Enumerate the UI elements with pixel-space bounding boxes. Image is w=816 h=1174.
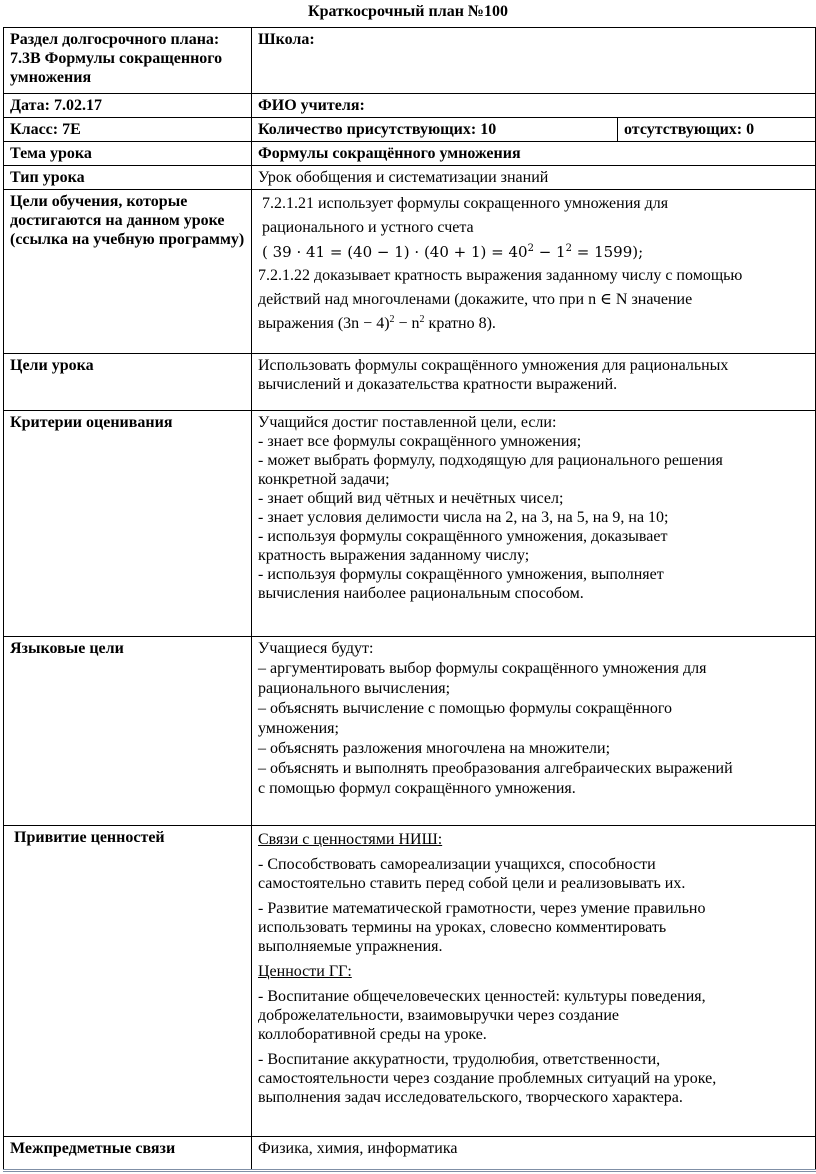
values-heading-nis: Связи с ценностями НИШ: xyxy=(258,831,443,848)
objective-line: рационального и устного счета xyxy=(262,219,474,236)
lesson-goals-label: Цели урока xyxy=(4,354,252,411)
cross-subject-value: Физика, химия, информатика xyxy=(252,1137,816,1171)
goal-line: вычислений и доказательства кратности выражений. xyxy=(258,376,618,393)
type-label: Тип урока xyxy=(4,166,252,190)
cross-subject-label: Межпредметные связи xyxy=(4,1137,252,1171)
values-heading-gg: Ценности ГГ: xyxy=(258,963,352,980)
row-class xyxy=(4,118,816,142)
language-line: рационального вычисления; xyxy=(258,680,451,697)
criteria-label: Критерии оценивания xyxy=(4,411,252,637)
objective-line xyxy=(258,312,809,336)
row-cross-subject xyxy=(4,1137,816,1171)
objective-line: 7.2.1.22 доказывает кратность выражения заданному числу с помощью xyxy=(258,267,743,284)
criteria-line: - используя формулы сокращённого умножения, доказывает xyxy=(258,528,668,545)
language-line: умножения; xyxy=(258,720,339,737)
objective-text: − n xyxy=(394,315,420,332)
values-line: доброжелательности, взаимовыручки через создание xyxy=(258,1007,619,1024)
language-goals-label: Языковые цели xyxy=(4,637,252,826)
formula-text: − 1 xyxy=(533,243,566,261)
row-type xyxy=(4,166,816,190)
criteria-content xyxy=(252,411,816,637)
criteria-line: - знает условия делимости числа на 2, на 3, на 5, на 9, на 10; xyxy=(258,509,669,526)
values-line: - Способствовать самореализации учащихся, способности xyxy=(258,856,656,873)
row-topic xyxy=(4,142,816,166)
language-goals-content xyxy=(252,637,816,826)
school-label: Школа: xyxy=(252,28,816,94)
lesson-plan-table xyxy=(3,27,816,1172)
row-objectives xyxy=(4,190,816,354)
row-values xyxy=(4,826,816,1137)
row-language-goals xyxy=(4,637,816,826)
class-label: Класс: 7Е xyxy=(4,118,252,142)
values-label: Привитие ценностей xyxy=(4,826,252,1137)
objective-line: 7.2.1.21 использует формулы сокращенного умножения для xyxy=(262,195,669,212)
criteria-line: кратность выражения заданному числу; xyxy=(258,547,530,564)
criteria-line: - знает все формулы сокращённого умножения; xyxy=(258,433,582,450)
page-title: Краткосрочный план №100 xyxy=(308,3,508,20)
criteria-line: конкретной задачи; xyxy=(258,471,390,488)
exponent: 2 xyxy=(565,243,572,254)
topic-value: Формулы сокращённого умножения xyxy=(252,142,816,166)
values-line: - Воспитание аккуратности, трудолюбия, ответственности, xyxy=(258,1051,661,1068)
language-line: – аргументировать выбор формулы сокращённого умножения для xyxy=(258,660,707,677)
values-line: выполняемые упражнения. xyxy=(258,938,443,955)
topic-label: Тема урока xyxy=(4,142,252,166)
language-line: – объяснять и выполнять преобразования алгебраических выражений xyxy=(258,760,733,777)
values-content xyxy=(252,826,816,1137)
criteria-line: вычисления наиболее рациональным способом. xyxy=(258,585,584,602)
values-line: - Воспитание общечеловеческих ценностей: культуры поведения, xyxy=(258,988,706,1005)
values-line: самостоятельности через создание проблемных ситуаций на уроке, xyxy=(258,1070,717,1087)
values-line: коллоборативной среды на уроке. xyxy=(258,1026,487,1043)
formula-text: ( 39 · 41 = (40 − 1) · (40 + 1) = 40 xyxy=(262,243,528,261)
language-line: Учащиеся будут: xyxy=(258,640,374,657)
date-label: Дата: 7.02.17 xyxy=(4,94,252,118)
values-line: выполнения задач исследовательского, творческого характера. xyxy=(258,1089,683,1106)
formula-line xyxy=(258,240,809,264)
row-date xyxy=(4,94,816,118)
objective-line: действий над многочленами (докажите, что при n ∈ N значение xyxy=(258,291,693,308)
values-line: самостоятельно ставить перед собой цели и реализовывать их. xyxy=(258,875,686,892)
language-line: – объяснять разложения многочлена на множители; xyxy=(258,740,611,757)
type-value: Урок обобщения и систематизации знаний xyxy=(252,166,816,190)
exponent: 2 xyxy=(419,314,425,325)
exponent: 2 xyxy=(527,243,534,254)
lesson-goals-content xyxy=(252,354,816,411)
objectives-label: Цели обучения, которые достигаются на данном уроке (ссылка на учебную программу) xyxy=(4,190,252,354)
objective-text: выражения (3n − 4) xyxy=(258,315,390,332)
row-criteria xyxy=(4,411,816,637)
present-count: Количество присутствующих: 10 xyxy=(252,118,618,142)
values-line: использовать термины на уроках, словесно комментировать xyxy=(258,919,667,936)
section-label: Раздел долгосрочного плана: 7.3В Формулы сокращенного умножения xyxy=(4,28,252,94)
row-section xyxy=(4,28,816,94)
row-lesson-goals xyxy=(4,354,816,411)
objective-text: кратно 8). xyxy=(424,315,496,332)
criteria-line: - используя формулы сокращённого умножения, выполняет xyxy=(258,566,664,583)
formula-text: = 1599); xyxy=(571,243,644,261)
language-line: с помощью формул сокращённого умножения. xyxy=(258,780,576,797)
values-line: - Развитие математической грамотности, через умение правильно xyxy=(258,900,706,917)
goal-line: Использовать формулы сокращённого умножения для рациональных xyxy=(258,357,729,374)
language-line: – объяснять вычисление с помощью формулы сокращённого xyxy=(258,700,673,717)
objectives-content xyxy=(252,190,816,354)
absent-count: отсутствующих: 0 xyxy=(618,118,816,142)
criteria-line: - может выбрать формулу, подходящую для рационального решения xyxy=(258,452,723,469)
criteria-line: Учащийся достиг поставленной цели, если: xyxy=(258,414,557,431)
exponent: 2 xyxy=(389,314,395,325)
criteria-line: - знает общий вид чётных и нечётных чисел; xyxy=(258,490,564,507)
teacher-label: ФИО учителя: xyxy=(252,94,816,118)
